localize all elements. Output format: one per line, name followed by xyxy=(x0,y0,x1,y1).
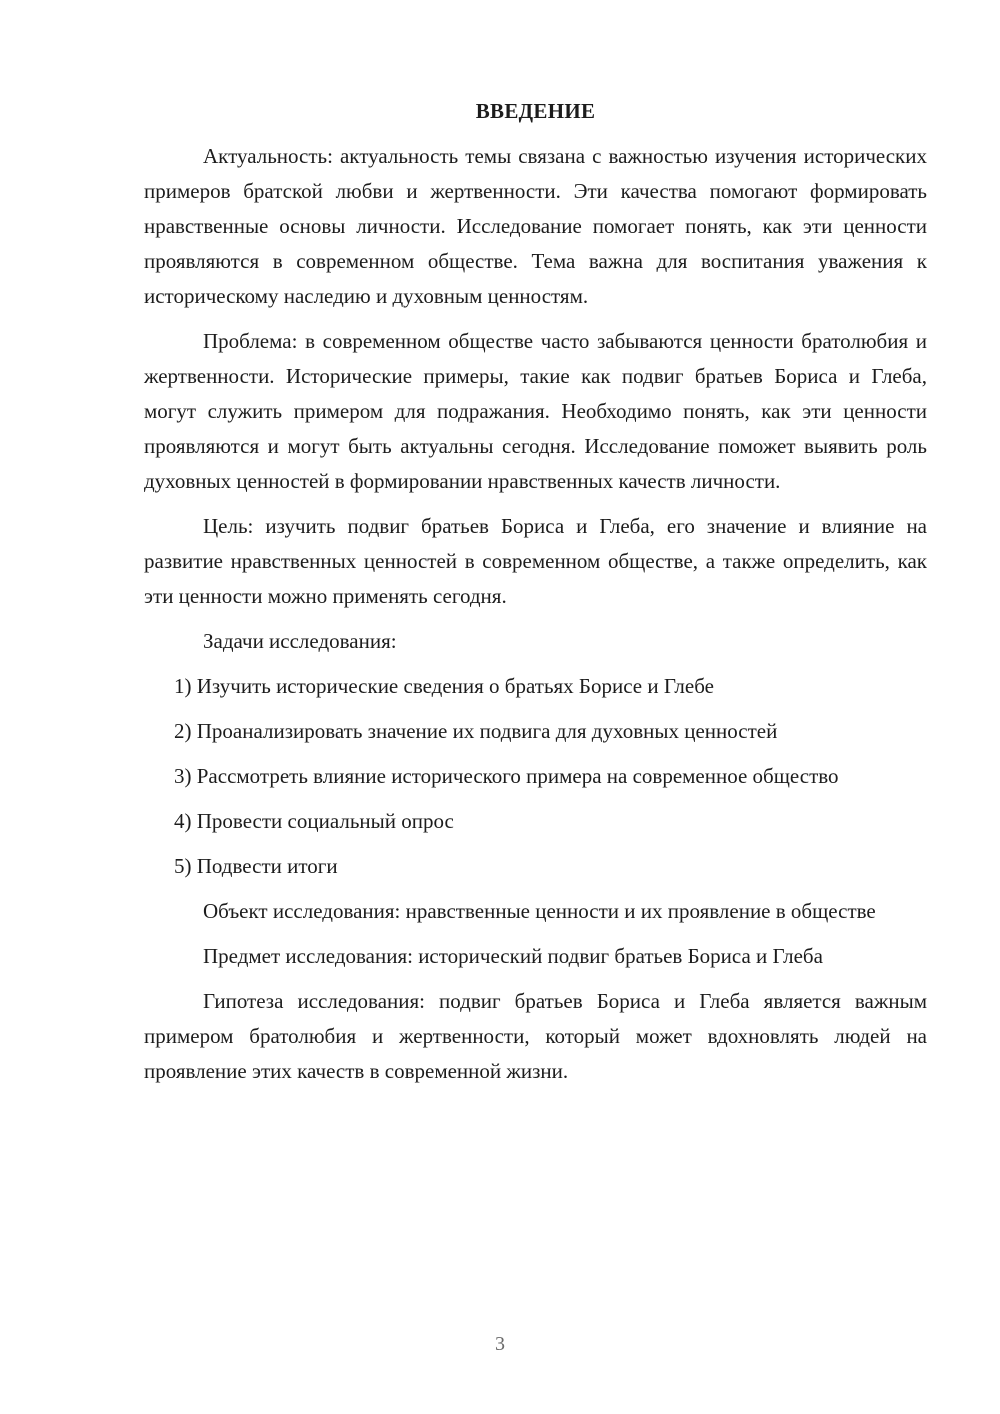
task-item-5: 5) Подвести итоги xyxy=(174,854,338,878)
relevance-paragraph: Актуальность: актуальность темы связана с важностью изучения исторических примеров братской любви и жертвенности. Эти качества помогают формировать нравственные основы личности. Исследование помогает понять, как эти ценности проявляются в современном обществе. Тема важна для воспитания уважения к историческому наследию и духовным ценностям. xyxy=(144,144,927,308)
subject-paragraph: Предмет исследования: исторический подвиг братьев Бориса и Глеба xyxy=(203,944,823,968)
hypothesis-paragraph: Гипотеза исследования: подвиг братьев Бориса и Глеба является важным примером братолюбия и жертвенности, который может вдохновлять людей на проявление этих качеств в современной жизни. xyxy=(144,989,927,1083)
section-title: ВВЕДЕНИЕ xyxy=(475,99,596,123)
object-paragraph: Объект исследования: нравственные ценности и их проявление в обществе xyxy=(203,899,876,923)
task-item-4: 4) Провести социальный опрос xyxy=(174,809,454,833)
document-page xyxy=(144,96,927,1089)
goal-paragraph: Цель: изучить подвиг братьев Бориса и Глеба, его значение и влияние на развитие нравственных ценностей в современном обществе, а также определить, как эти ценности можно применять сегодня. xyxy=(144,514,927,608)
page-number: 3 xyxy=(495,1333,505,1355)
tasks-heading: Задачи исследования: xyxy=(203,629,397,653)
task-item-1: 1) Изучить исторические сведения о братьях Борисе и Глебе xyxy=(174,674,714,698)
task-item-3: 3) Рассмотреть влияние исторического примера на современное общество xyxy=(174,764,839,788)
problem-paragraph: Проблема: в современном обществе часто забываются ценности братолюбия и жертвенности. Исторические примеры, такие как подвиг братьев Бориса и Глеба, могут служить примером для подражания. Необходимо понять, как эти ценности проявляются и могут быть актуальны сегодня. Исследование поможет выявить роль духовных ценностей в формировании нравственных качеств личности. xyxy=(144,329,927,493)
task-item-2: 2) Проанализировать значение их подвига для духовных ценностей xyxy=(174,719,778,743)
